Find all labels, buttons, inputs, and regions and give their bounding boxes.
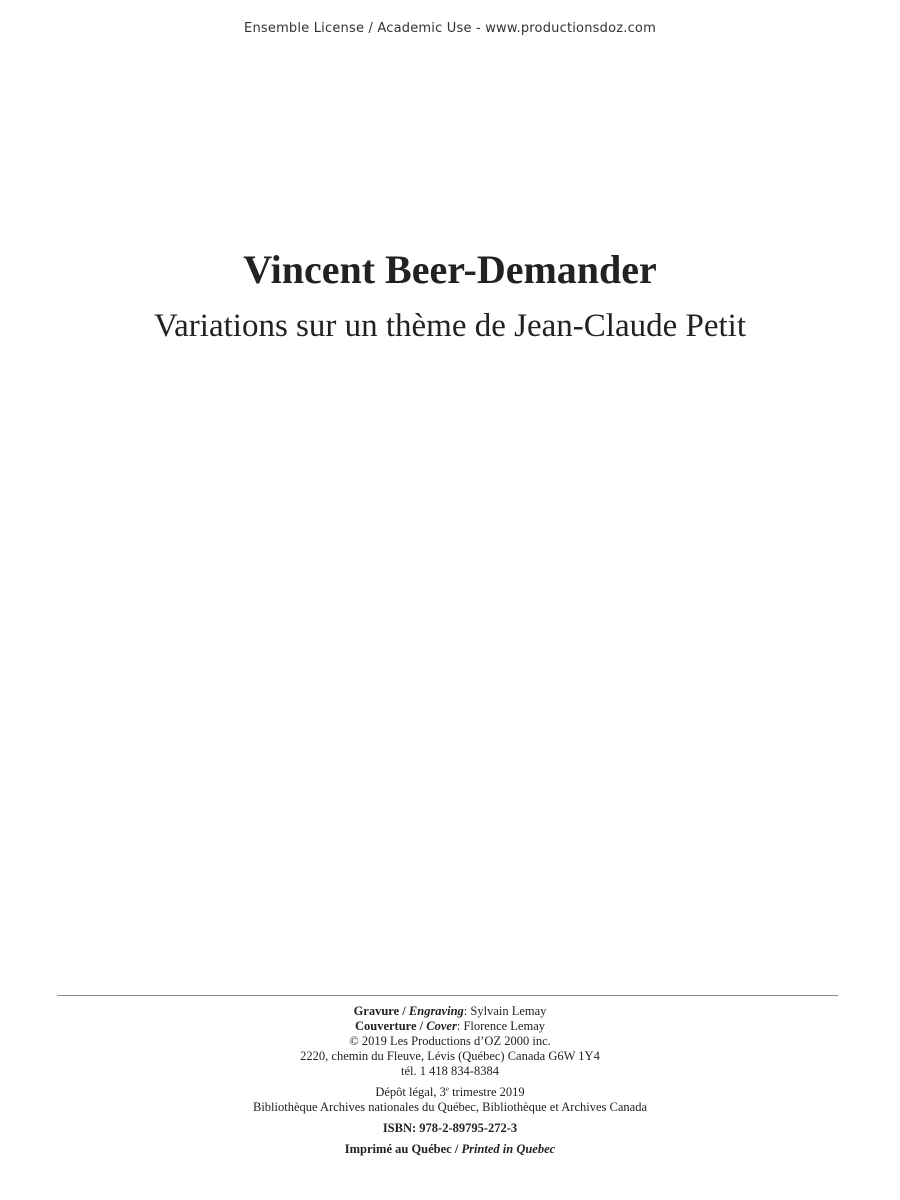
address-line: 2220, chemin du Fleuve, Lévis (Québec) Canada G6W 1Y4 (300, 1049, 600, 1063)
engraving-credit (0, 1004, 900, 1019)
colophon (0, 1004, 900, 1157)
engraving-label-en: Engraving (408, 1004, 464, 1018)
composer-name: Vincent Beer-Demander (243, 247, 657, 292)
printed-en: Printed in Quebec (461, 1142, 556, 1156)
engraving-label-fr: Gravure / (353, 1004, 406, 1018)
engraving-name: : Sylvain Lemay (463, 1004, 547, 1018)
isbn-line: ISBN: 978-2-89795-272-3 (382, 1121, 518, 1135)
printed-line (0, 1142, 900, 1157)
phone-line: tél. 1 418 834-8384 (401, 1064, 499, 1078)
copyright-line: © 2019 Les Productions d’OZ 2000 inc. (349, 1034, 551, 1048)
cover-credit (0, 1019, 900, 1034)
depot-prefix: Dépôt légal, 3 (375, 1085, 446, 1099)
cover-label-en: Cover (426, 1019, 457, 1033)
depot-superscript: e (445, 1085, 449, 1093)
work-title: Variations sur un thème de Jean-Claude Petit (153, 308, 747, 344)
printed-fr: Imprimé au Québec / (344, 1142, 459, 1156)
libraries-line: Bibliothèque Archives nationales du Québec, Bibliothèque et Archives Canada (253, 1100, 647, 1114)
depot-suffix: trimestre 2019 (448, 1085, 525, 1099)
legal-deposit-line (0, 1085, 900, 1100)
colophon-divider (57, 995, 838, 996)
license-notice: Ensemble License / Academic Use - www.productionsdoz.com (244, 21, 656, 36)
cover-label-fr: Couverture / (354, 1019, 424, 1033)
cover-name: : Florence Lemay (456, 1019, 546, 1033)
